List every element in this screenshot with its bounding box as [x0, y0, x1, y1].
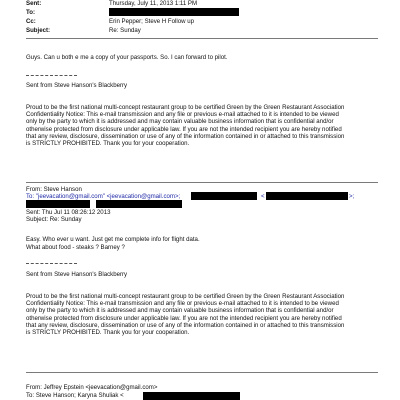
quoted-to-bracket-close: >;: [349, 193, 355, 200]
quoted-body-line: What about food - steaks ? Barney ?: [26, 244, 125, 251]
quoted-signature: Sent from Steve Hanson's Blackberry: [26, 271, 128, 278]
redaction-block: [96, 200, 182, 208]
quoted-sent: Sent: Thu Jul 11 08:26:12 2013: [26, 209, 111, 216]
redaction-block: [143, 392, 240, 400]
disclaimer-line: otherwise protected from disclosure under applicable law. If you are not the intended recipient you are hereby notified: [26, 125, 342, 133]
quote-divider: [26, 372, 378, 373]
disclaimer-line: only by the party to which it is addressed and may contain valuable business information that is confidential and/or: [26, 118, 334, 126]
quoted-from: From: Steve Hanson: [26, 186, 82, 193]
disclaimer-line: is STRICTLY PROHIBITED. Thank you for your cooperation.: [26, 329, 190, 337]
header-divider: [26, 38, 378, 39]
disclaimer-line: is STRICTLY PROHIBITED. Thank you for your cooperation.: [26, 140, 190, 148]
quote-divider: [26, 182, 378, 183]
disclaimer-line: Confidentiality Notice: This e-mail transmission and any file or previous e-mail attached to it is intended to be viewed: [26, 111, 339, 119]
quoted-to-line: To: "jeevacation@gmail.com" <jeevacation@gmail.com>;: [26, 193, 181, 200]
subject-label: Subject:: [26, 27, 51, 34]
disclaimer-line: otherwise protected from disclosure under applicable law. If you are not the intended recipient you are hereby notified: [26, 314, 342, 322]
quoted-to-bracket-open: <: [261, 193, 265, 200]
disclaimer-line: that any review, disclosure, dissemination or use of any of the information contained in or attached to this transmission: [26, 132, 345, 140]
confidentiality-notice: [26, 293, 378, 336]
redaction-block: [109, 8, 239, 16]
subject-value: Re: Sunday: [109, 27, 141, 34]
disclaimer-line: only by the party to which it is addressed and may contain valuable business information that is confidential and/or: [26, 307, 334, 315]
disclaimer-line: Confidentiality Notice: This e-mail transmission and any file or previous e-mail attached to it is intended to be viewed: [26, 300, 339, 308]
quoted-subject: Subject: Re: Sunday: [26, 216, 82, 223]
sent-label: Sent:: [26, 0, 42, 7]
confidentiality-notice: [26, 104, 378, 147]
quoted-to-line: To: Steve Hanson; Karyna Shuliak <: [26, 392, 124, 399]
signature-divider: [26, 263, 77, 264]
disclaimer-line: Proud to be the first national multi-concept restaurant group to be certified Green by the Green Restaurant Association: [26, 293, 345, 300]
redaction-block: [26, 200, 90, 208]
to-label: To:: [26, 9, 36, 16]
sent-value: Thursday, July 11, 2013 1:11 PM: [109, 0, 198, 7]
signature-divider: [26, 75, 77, 76]
redaction-block: [191, 192, 257, 200]
redaction-block: [266, 192, 348, 200]
disclaimer-line: that any review, disclosure, dissemination or use of any of the information contained in or attached to this transmission: [26, 321, 345, 329]
cc-value: Erin Pepper; Steve H Follow up: [109, 18, 195, 25]
cc-label: Cc:: [26, 18, 36, 25]
message-body: Guys. Can u both e me a copy of your passports. So. I can forward to pilot.: [26, 54, 228, 61]
disclaimer-line: Proud to be the first national multi-concept restaurant group to be certified Green by the Green Restaurant Association: [26, 104, 345, 111]
message-signature: Sent from Steve Hanson's Blackberry: [26, 82, 128, 89]
quoted-body-line: Easy. Who ever u want. Just get me complete info for flight data.: [26, 236, 200, 243]
quoted-from: From: Jeffrey Epstein <jeevacation@gmail.com>: [26, 384, 158, 391]
